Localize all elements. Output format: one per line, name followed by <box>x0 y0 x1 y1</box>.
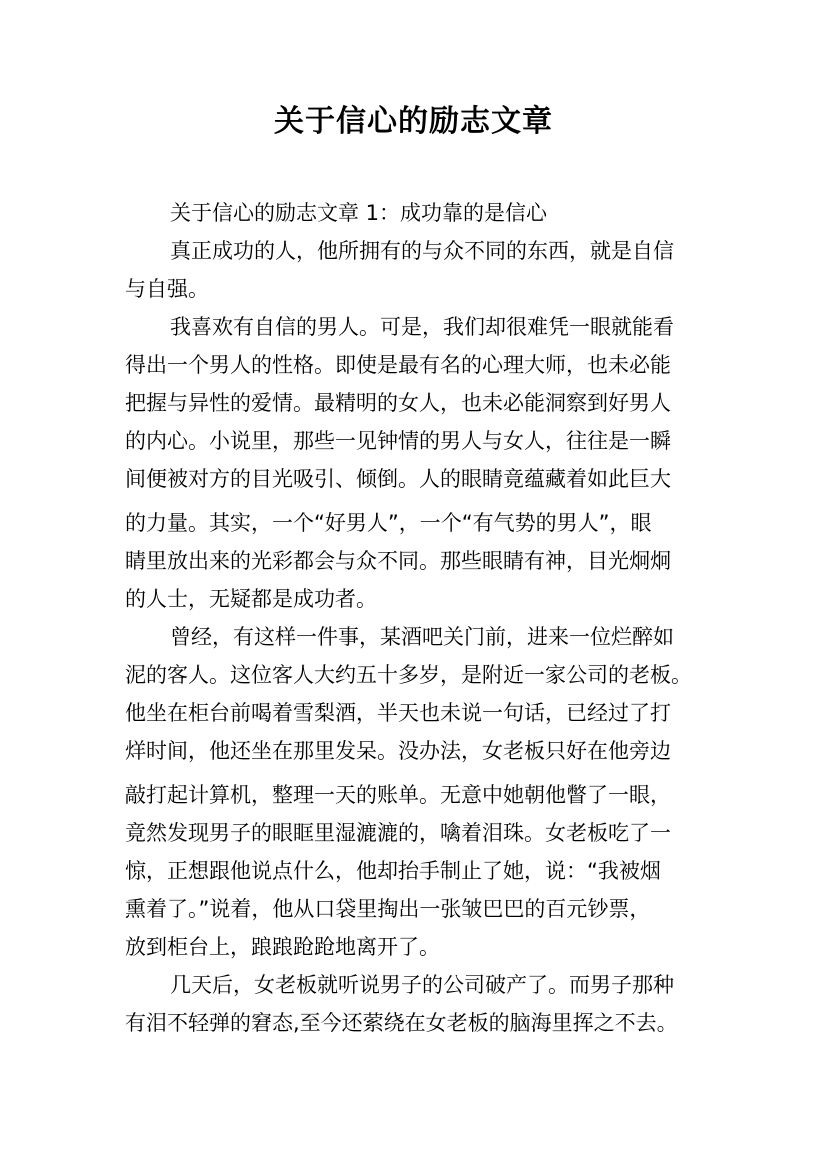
text-line: 的人士，无疑都是成功者。 <box>125 587 377 611</box>
text-line: 睛里放出来的光彩都会与众不同。那些眼睛有神，目光炯炯 <box>125 549 671 573</box>
text-line: 放到柜台上，踉踉跄跄地离开了。 <box>125 935 440 959</box>
document-title: 关于信心的励志文章 <box>274 104 553 139</box>
text-line: 烊时间，他还坐在那里发呆。没办法，女老板只好在他旁边 <box>125 739 671 763</box>
text-line: 熏着了。”说着，他从口袋里掏出一张皱巴巴的百元钞票， <box>125 897 651 921</box>
article-subheading: 关于信心的励志文章 1：成功靠的是信心 <box>170 201 548 225</box>
text-line: 有泪不轻弹的窘态,至今还萦绕在女老板的脑海里挥之不去。 <box>125 1011 678 1035</box>
text-line: 敲打起计算机，整理一天的账单。无意中她朝他瞥了一眼， <box>125 783 671 807</box>
text-line: 曾经，有这样一件事，某酒吧关门前，进来一位烂醉如 <box>170 625 674 649</box>
text-line: 泥的客人。这位客人大约五十多岁，是附近一家公司的老板。 <box>125 663 692 687</box>
text-line: 他坐在柜台前喝着雪梨酒，半天也未说一句话，已经过了打 <box>125 701 671 725</box>
text-line: 竟然发现男子的眼眶里湿漉漉的，噙着泪珠。女老板吃了一 <box>125 821 671 845</box>
text-line: 与自强。 <box>125 277 209 301</box>
text-line: 几天后，女老板就听说男子的公司破产了。而男子那种 <box>170 973 674 997</box>
text-line: 的力量。其实，一个“好男人”，一个“有气势的男人”，眼 <box>125 511 652 535</box>
text-line: 我喜欢有自信的男人。可是，我们却很难凭一眼就能看 <box>170 315 674 339</box>
text-line: 真正成功的人，他所拥有的与众不同的东西，就是自信 <box>170 239 674 263</box>
text-line: 得出一个男人的性格。即使是最有名的心理大师，也未必能 <box>125 353 671 377</box>
text-line: 惊，正想跟他说点什么，他却抬手制止了她，说：“我被烟 <box>125 859 661 883</box>
text-line: 间便被对方的目光吸引、倾倒。人的眼睛竟蕴藏着如此巨大 <box>125 467 671 491</box>
text-line: 把握与异性的爱情。最精明的女人，也未必能洞察到好男人 <box>125 391 671 415</box>
text-line: 的内心。小说里，那些一见钟情的男人与女人，往往是一瞬 <box>125 429 671 453</box>
